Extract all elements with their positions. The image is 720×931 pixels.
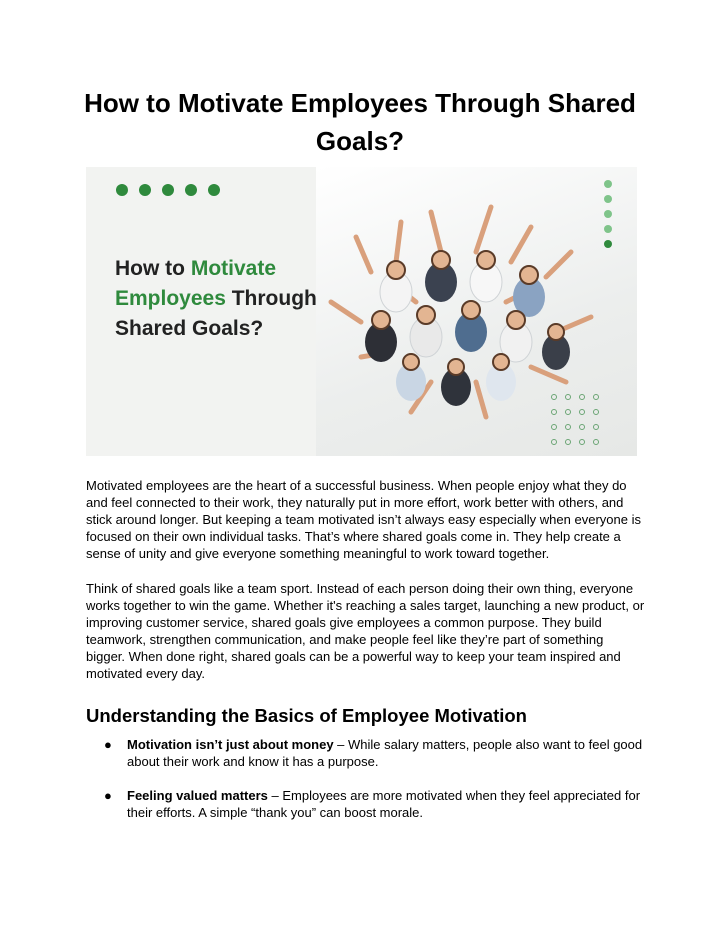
bullet-text: – Employees are more motivated when they feel appreciated for their efforts. A simple “thank you” can boost morale. bbox=[127, 788, 641, 820]
banner-heading-highlight: Motivate Employees bbox=[115, 257, 277, 310]
bullet-bold-label: Feeling valued matters bbox=[127, 788, 268, 803]
page-title: How to Motivate Employees Through Shared Goals? bbox=[84, 88, 636, 156]
bullet-icon: ● bbox=[104, 788, 112, 803]
banner-heading-pre: How to bbox=[115, 257, 191, 280]
banner-heading bbox=[115, 254, 325, 344]
banner-heading-post: Through Shared Goals? bbox=[115, 287, 317, 340]
dot-icon bbox=[208, 184, 220, 196]
list-item bbox=[86, 787, 646, 821]
bullet-bold-label: Motivation isn’t just about money bbox=[127, 737, 334, 752]
list-item bbox=[86, 736, 646, 770]
dot-icon bbox=[162, 184, 174, 196]
bullet-text: – While salary matters, people also want to feel good about their work and know it has a purpose. bbox=[127, 737, 643, 769]
cheering-people-illustration bbox=[301, 182, 621, 432]
body-paragraph: Think of shared goals like a team sport. Instead of each person doing their own thing, everyone works together to win the game. Whether it's reaching a sales target, launching a new product, or improving customer service, shared goals give employees a common purpose. They build teamwork, strengthen communication, and make people feel like they’re part of something bigger. When done right, shared goals can be a powerful way to keep your team inspired and motivated every day. bbox=[86, 581, 645, 681]
dot-icon bbox=[139, 184, 151, 196]
banner-image bbox=[86, 167, 637, 456]
dot-icon bbox=[116, 184, 128, 196]
bullet-icon: ● bbox=[104, 737, 112, 752]
decorative-dots-row bbox=[116, 184, 220, 196]
bullet-list bbox=[86, 736, 646, 838]
dot-icon bbox=[185, 184, 197, 196]
intro-paragraph: Motivated employees are the heart of a successful business. When people enjoy what they do and feel connected to their work, they naturally put in more effort, work better with others, and stick around longer. But keeping a team motivated isn’t always easy especially when everyone is focused on their own individual tasks. That’s where shared goals come in. They help create a sense of unity and give everyone something meaningful to work toward together. bbox=[86, 478, 641, 561]
section-heading: Understanding the Basics of Employee Motivation bbox=[86, 705, 527, 726]
